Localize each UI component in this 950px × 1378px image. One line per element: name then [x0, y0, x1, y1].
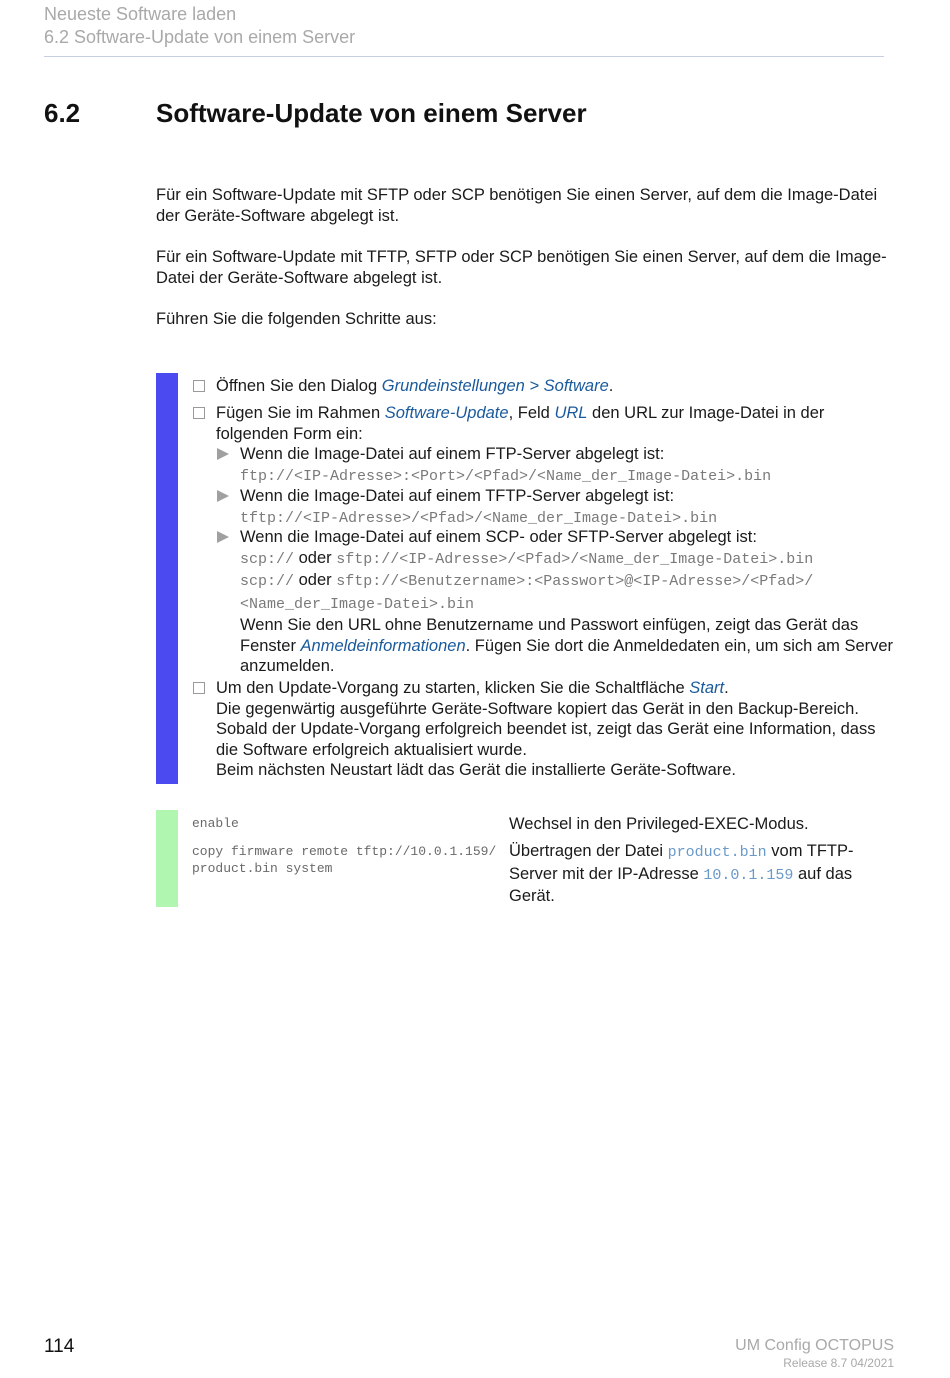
- credentials-window-link[interactable]: Anmeldeinformationen: [300, 636, 466, 655]
- header-chapter: Neueste Software laden: [44, 4, 237, 24]
- cli-command-enable: enable: [192, 816, 239, 831]
- intro-paragraph-3: Führen Sie die folgenden Schritte aus:: [156, 310, 437, 328]
- sub-tftp: Wenn die Image-Datei auf einem TFTP-Server abgelegt ist: tftp://<IP-Adresse>/<Pfad>/<Name_der_Image-Datei>.bin: [217, 486, 897, 529]
- bullet-triangle-icon: [217, 531, 229, 543]
- intro-paragraph-1: Für ein Software-Update mit SFTP oder SCP benötigen Sie einen Server, auf dem die Image-Datei der Geräte-Software abgelegt ist.: [156, 186, 878, 225]
- checkbox-icon: [193, 407, 205, 419]
- cli-bar: [156, 810, 178, 907]
- dialog-link[interactable]: Grundeinstellungen > Software: [381, 377, 609, 395]
- step-start-update: Um den Update-Vorgang zu starten, klicken Sie die Schaltfläche Start. Die gegenwärtig ausgeführte Geräte-Software kopiert das Gerät in den Backup-Bereich. Sobald der Update-Vorgang erfolgreich beendet ist, zeigt das Gerät eine Information, dass die Software erfolgreich aktualisiert wurde. Beim nächsten Neustart lädt das Gerät die installierte Geräte-Software.: [193, 678, 893, 781]
- procedure-bar: [156, 373, 178, 784]
- step-open-dialog: Öffnen Sie den Dialog Grundeinstellungen > Software.: [193, 376, 893, 397]
- footer-release: Release 8.7 04/2021: [783, 1356, 894, 1370]
- start-button-link[interactable]: Start: [689, 679, 725, 697]
- section-title: Software-Update von einem Server: [156, 98, 587, 128]
- checkbox-icon: [193, 380, 205, 392]
- url-field-link[interactable]: URL: [554, 404, 588, 422]
- sub-ftp: Wenn die Image-Datei auf einem FTP-Server abgelegt ist: ftp://<IP-Adresse>:<Port>/<Pfad>/<Name_der_Image-Datei>.bin: [217, 444, 897, 487]
- footer-doc-title: UM Config OCTOPUS: [735, 1337, 894, 1354]
- checkbox-icon: [193, 682, 205, 694]
- cli-description-copy: Übertragen der Datei product.bin vom TFTP-Server mit der IP-Adresse 10.0.1.159 auf das Gerät.: [509, 842, 854, 905]
- intro-paragraph-2: Für ein Software-Update mit TFTP, SFTP oder SCP benötigen Sie einen Server, auf dem die Image-Datei der Geräte-Software abgelegt ist.: [156, 248, 887, 287]
- header-divider: [44, 56, 884, 57]
- header-section: 6.2 Software-Update von einem Server: [44, 27, 356, 47]
- section-number: 6.2: [44, 98, 81, 128]
- sftp-url-format: sftp://<IP-Adresse>/<Pfad>/<Name_der_Image-Datei>.bin: [336, 550, 814, 568]
- bullet-triangle-icon: [217, 490, 229, 502]
- software-update-link[interactable]: Software-Update: [384, 404, 509, 422]
- ftp-url-format: ftp://<IP-Adresse>:<Port>/<Pfad>/<Name_der_Image-Datei>.bin: [240, 467, 772, 485]
- page-number: 114: [44, 1336, 75, 1357]
- tftp-url-format: tftp://<IP-Adresse>/<Pfad>/<Name_der_Image-Datei>.bin: [240, 509, 718, 527]
- cli-description-enable: Wechsel in den Privileged-EXEC-Modus.: [509, 815, 809, 833]
- bullet-triangle-icon: [217, 448, 229, 460]
- step-enter-url: Fügen Sie im Rahmen Software-Update, Feld URL den URL zur Image-Datei in der folgenden Form ein:: [193, 403, 893, 444]
- sub-scp-sftp: Wenn die Image-Datei auf einem SCP- oder SFTP-Server abgelegt ist: scp:// oder sftp://<IP-Adresse>/<Pfad>/<Name_der_Image-Datei>.bin scp:// oder sftp://<Benutzername>:<Passwort>@<IP-Adresse>/<Pfad>/ <Name_der_Image-Datei>.bin Wenn Sie den URL ohne Benutzername und Passwort einfügen, zeigt das Gerät das Fenster Anmeldeinformationen. Fügen Sie dort die Anmeldedaten ein, um sich am Server anzumelden.: [217, 527, 897, 677]
- cli-command-copy: copy firmware remote tftp://10.0.1.159/ product.bin system: [192, 844, 497, 876]
- sftp-credential-url-format: sftp://<Benutzername>:<Passwort>@<IP-Adresse>/<Pfad>/: [336, 573, 814, 590]
